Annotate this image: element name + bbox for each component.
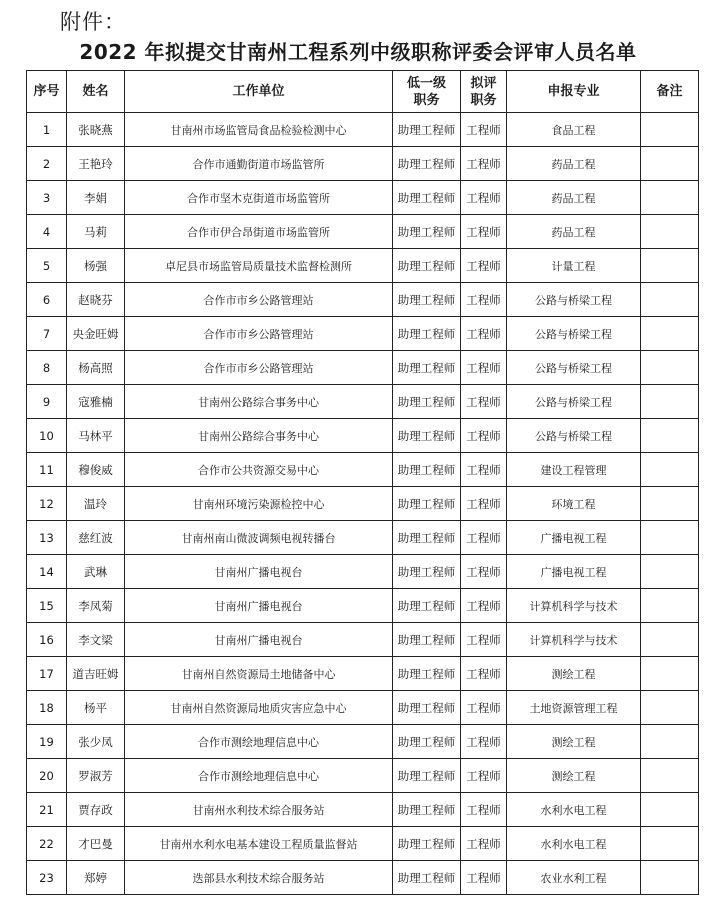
cell-specialty: 计量工程 <box>507 249 641 283</box>
cell-name: 杨强 <box>67 249 125 283</box>
table-row <box>27 385 699 419</box>
table-row <box>27 657 699 691</box>
cell-lower-title: 助理工程师 <box>393 317 461 351</box>
cell-remark <box>641 759 699 793</box>
cell-lower-title: 助理工程师 <box>393 555 461 589</box>
cell-remark <box>641 521 699 555</box>
cell-unit: 甘南州自然资源局地质灾害应急中心 <box>125 691 393 725</box>
cell-name: 贾存政 <box>67 793 125 827</box>
cell-no: 22 <box>27 827 67 861</box>
cell-no: 18 <box>27 691 67 725</box>
cell-name: 张晓燕 <box>67 113 125 147</box>
cell-unit: 合作市测绘地理信息中心 <box>125 759 393 793</box>
cell-no: 19 <box>27 725 67 759</box>
cell-specialty: 建设工程管理 <box>507 453 641 487</box>
cell-name: 郑婷 <box>67 861 125 895</box>
cell-remark <box>641 691 699 725</box>
cell-no: 1 <box>27 113 67 147</box>
cell-no: 7 <box>27 317 67 351</box>
cell-lower-title: 助理工程师 <box>393 793 461 827</box>
cell-specialty: 环境工程 <box>507 487 641 521</box>
cell-no: 17 <box>27 657 67 691</box>
cell-unit: 甘南州公路综合事务中心 <box>125 385 393 419</box>
cell-remark <box>641 555 699 589</box>
cell-unit: 迭部县水利技术综合服务站 <box>125 861 393 895</box>
cell-specialty: 水利水电工程 <box>507 793 641 827</box>
table-row <box>27 113 699 147</box>
cell-lower-title: 助理工程师 <box>393 147 461 181</box>
cell-unit: 合作市伊合昂街道市场监管所 <box>125 215 393 249</box>
attachment-label: 附件： <box>60 10 126 34</box>
cell-name: 武琳 <box>67 555 125 589</box>
cell-no: 16 <box>27 623 67 657</box>
table-row <box>27 453 699 487</box>
cell-lower-title: 助理工程师 <box>393 487 461 521</box>
cell-eval-title: 工程师 <box>461 691 507 725</box>
cell-no: 14 <box>27 555 67 589</box>
cell-eval-title: 工程师 <box>461 827 507 861</box>
cell-specialty: 水利水电工程 <box>507 827 641 861</box>
cell-eval-title: 工程师 <box>461 589 507 623</box>
header-lower-title-line1: 低一级 <box>406 75 446 91</box>
cell-specialty: 农业水利工程 <box>507 861 641 895</box>
table-row <box>27 487 699 521</box>
header-specialty: 申报专业 <box>507 71 641 113</box>
cell-unit: 合作市测绘地理信息中心 <box>125 725 393 759</box>
cell-name: 马林平 <box>67 419 125 453</box>
cell-lower-title: 助理工程师 <box>393 419 461 453</box>
cell-name: 杨高照 <box>67 351 125 385</box>
cell-remark <box>641 861 699 895</box>
table-row <box>27 861 699 895</box>
table-row <box>27 725 699 759</box>
cell-eval-title: 工程师 <box>461 249 507 283</box>
cell-specialty: 食品工程 <box>507 113 641 147</box>
header-name: 姓名 <box>67 71 125 113</box>
cell-unit: 甘南州南山微波调频电视转播台 <box>125 521 393 555</box>
cell-unit: 甘南州水利水电基本建设工程质量监督站 <box>125 827 393 861</box>
cell-no: 20 <box>27 759 67 793</box>
table-row <box>27 419 699 453</box>
table-row <box>27 691 699 725</box>
table-body <box>27 113 699 895</box>
cell-unit: 合作市通勤街道市场监管所 <box>125 147 393 181</box>
cell-remark <box>641 113 699 147</box>
cell-remark <box>641 657 699 691</box>
cell-eval-title: 工程师 <box>461 385 507 419</box>
cell-eval-title: 工程师 <box>461 793 507 827</box>
table-row <box>27 147 699 181</box>
cell-lower-title: 助理工程师 <box>393 589 461 623</box>
cell-no: 23 <box>27 861 67 895</box>
cell-unit: 甘南州自然资源局土地储备中心 <box>125 657 393 691</box>
cell-no: 12 <box>27 487 67 521</box>
cell-unit: 甘南州广播电视台 <box>125 623 393 657</box>
cell-eval-title: 工程师 <box>461 283 507 317</box>
cell-name: 张少凤 <box>67 725 125 759</box>
table-row <box>27 215 699 249</box>
cell-lower-title: 助理工程师 <box>393 385 461 419</box>
table-header-row <box>27 71 699 113</box>
cell-unit: 合作市市乡公路管理站 <box>125 351 393 385</box>
cell-eval-title: 工程师 <box>461 657 507 691</box>
cell-remark <box>641 453 699 487</box>
cell-eval-title: 工程师 <box>461 215 507 249</box>
cell-lower-title: 助理工程师 <box>393 113 461 147</box>
cell-no: 10 <box>27 419 67 453</box>
cell-remark <box>641 589 699 623</box>
cell-unit: 甘南州市场监管局食品检验检测中心 <box>125 113 393 147</box>
cell-unit: 甘南州环境污染源检控中心 <box>125 487 393 521</box>
cell-no: 6 <box>27 283 67 317</box>
cell-specialty: 测绘工程 <box>507 657 641 691</box>
cell-remark <box>641 317 699 351</box>
cell-name: 杨平 <box>67 691 125 725</box>
cell-name: 央金旺姆 <box>67 317 125 351</box>
cell-remark <box>641 827 699 861</box>
cell-no: 13 <box>27 521 67 555</box>
cell-lower-title: 助理工程师 <box>393 827 461 861</box>
cell-specialty: 测绘工程 <box>507 759 641 793</box>
cell-eval-title: 工程师 <box>461 113 507 147</box>
cell-eval-title: 工程师 <box>461 521 507 555</box>
cell-lower-title: 助理工程师 <box>393 521 461 555</box>
table-row <box>27 283 699 317</box>
cell-remark <box>641 419 699 453</box>
cell-name: 王艳玲 <box>67 147 125 181</box>
cell-specialty: 广播电视工程 <box>507 555 641 589</box>
table-row <box>27 623 699 657</box>
cell-no: 21 <box>27 793 67 827</box>
document-title: 2022 年拟提交甘南州工程系列中级职称评委会评审人员名单 <box>79 40 637 64</box>
cell-lower-title: 助理工程师 <box>393 657 461 691</box>
header-lower-title-line2: 职务 <box>413 92 440 108</box>
cell-no: 3 <box>27 181 67 215</box>
table-row <box>27 759 699 793</box>
table-row <box>27 181 699 215</box>
table-row <box>27 555 699 589</box>
cell-remark <box>641 215 699 249</box>
reviewers-table <box>26 70 699 895</box>
header-eval-title <box>461 71 507 113</box>
cell-lower-title: 助理工程师 <box>393 691 461 725</box>
header-eval-title-line1: 拟评 <box>470 75 497 91</box>
cell-unit: 合作市市乡公路管理站 <box>125 317 393 351</box>
cell-no: 4 <box>27 215 67 249</box>
cell-remark <box>641 793 699 827</box>
cell-eval-title: 工程师 <box>461 759 507 793</box>
cell-lower-title: 助理工程师 <box>393 181 461 215</box>
header-unit: 工作单位 <box>125 71 393 113</box>
cell-remark <box>641 623 699 657</box>
cell-specialty: 公路与桥梁工程 <box>507 283 641 317</box>
cell-no: 11 <box>27 453 67 487</box>
cell-name: 慈红波 <box>67 521 125 555</box>
cell-remark <box>641 351 699 385</box>
cell-lower-title: 助理工程师 <box>393 725 461 759</box>
cell-unit: 甘南州水利技术综合服务站 <box>125 793 393 827</box>
cell-name: 李娟 <box>67 181 125 215</box>
cell-specialty: 公路与桥梁工程 <box>507 317 641 351</box>
cell-remark <box>641 385 699 419</box>
cell-remark <box>641 147 699 181</box>
header-remark: 备注 <box>641 71 699 113</box>
cell-specialty: 广播电视工程 <box>507 521 641 555</box>
cell-specialty: 公路与桥梁工程 <box>507 351 641 385</box>
cell-unit: 甘南州公路综合事务中心 <box>125 419 393 453</box>
cell-name: 李凤菊 <box>67 589 125 623</box>
header-no: 序号 <box>27 71 67 113</box>
cell-unit: 卓尼县市场监管局质量技术监督检测所 <box>125 249 393 283</box>
cell-eval-title: 工程师 <box>461 487 507 521</box>
cell-name: 赵晓芬 <box>67 283 125 317</box>
cell-name: 罗淑芳 <box>67 759 125 793</box>
table-row <box>27 793 699 827</box>
header-eval-title-line2: 职务 <box>470 92 497 108</box>
cell-lower-title: 助理工程师 <box>393 623 461 657</box>
cell-remark <box>641 725 699 759</box>
cell-specialty: 计算机科学与技术 <box>507 589 641 623</box>
cell-name: 李文梁 <box>67 623 125 657</box>
cell-lower-title: 助理工程师 <box>393 351 461 385</box>
cell-specialty: 公路与桥梁工程 <box>507 419 641 453</box>
cell-lower-title: 助理工程师 <box>393 453 461 487</box>
cell-no: 8 <box>27 351 67 385</box>
cell-unit: 甘南州广播电视台 <box>125 555 393 589</box>
cell-eval-title: 工程师 <box>461 419 507 453</box>
cell-lower-title: 助理工程师 <box>393 283 461 317</box>
cell-specialty: 药品工程 <box>507 181 641 215</box>
cell-eval-title: 工程师 <box>461 317 507 351</box>
cell-name: 寇雅楠 <box>67 385 125 419</box>
cell-unit: 甘南州广播电视台 <box>125 589 393 623</box>
cell-no: 2 <box>27 147 67 181</box>
cell-specialty: 公路与桥梁工程 <box>507 385 641 419</box>
cell-specialty: 土地资源管理工程 <box>507 691 641 725</box>
cell-name: 才巴曼 <box>67 827 125 861</box>
cell-remark <box>641 181 699 215</box>
cell-eval-title: 工程师 <box>461 453 507 487</box>
cell-lower-title: 助理工程师 <box>393 759 461 793</box>
cell-no: 15 <box>27 589 67 623</box>
cell-name: 马莉 <box>67 215 125 249</box>
cell-eval-title: 工程师 <box>461 351 507 385</box>
cell-name: 温玲 <box>67 487 125 521</box>
table-row <box>27 317 699 351</box>
cell-eval-title: 工程师 <box>461 623 507 657</box>
cell-unit: 合作市市乡公路管理站 <box>125 283 393 317</box>
cell-remark <box>641 249 699 283</box>
cell-eval-title: 工程师 <box>461 725 507 759</box>
cell-unit: 合作市公共资源交易中心 <box>125 453 393 487</box>
cell-eval-title: 工程师 <box>461 555 507 589</box>
cell-specialty: 药品工程 <box>507 215 641 249</box>
table-row <box>27 589 699 623</box>
cell-name: 道吉旺姆 <box>67 657 125 691</box>
cell-remark <box>641 487 699 521</box>
table-row <box>27 249 699 283</box>
cell-lower-title: 助理工程师 <box>393 861 461 895</box>
cell-specialty: 测绘工程 <box>507 725 641 759</box>
cell-lower-title: 助理工程师 <box>393 215 461 249</box>
cell-eval-title: 工程师 <box>461 861 507 895</box>
table-row <box>27 827 699 861</box>
table-row <box>27 351 699 385</box>
cell-specialty: 药品工程 <box>507 147 641 181</box>
cell-remark <box>641 283 699 317</box>
cell-name: 穆俊威 <box>67 453 125 487</box>
header-lower-title <box>393 71 461 113</box>
cell-lower-title: 助理工程师 <box>393 249 461 283</box>
cell-unit: 合作市坚木克街道市场监管所 <box>125 181 393 215</box>
cell-no: 9 <box>27 385 67 419</box>
cell-eval-title: 工程师 <box>461 147 507 181</box>
cell-eval-title: 工程师 <box>461 181 507 215</box>
table-row <box>27 521 699 555</box>
cell-no: 5 <box>27 249 67 283</box>
cell-specialty: 计算机科学与技术 <box>507 623 641 657</box>
